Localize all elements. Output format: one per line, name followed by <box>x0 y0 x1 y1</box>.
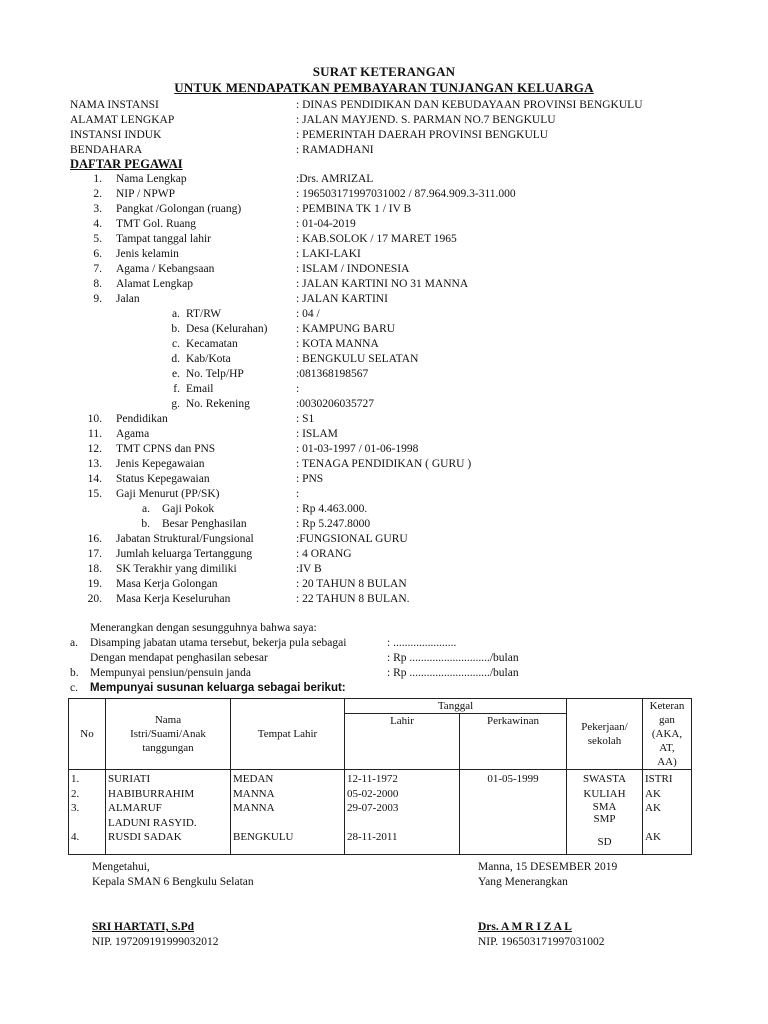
declaration-letter-b: b. <box>70 667 79 679</box>
field-label: Pendidikan <box>116 413 168 425</box>
declaration-a-value: : ...................... <box>387 637 457 649</box>
signature-right-line2: Yang Menerangkan <box>478 876 568 888</box>
field-value: : S1 <box>296 413 315 425</box>
field-value: : 01-03-1997 / 01-06-1998 <box>296 443 419 455</box>
header-tanggal: Tanggal <box>345 699 567 714</box>
subfield-value: : KOTA MANNA <box>296 338 379 350</box>
cell-birth: 29-07-2003 <box>347 802 399 814</box>
field-label: Masa Kerja Golongan <box>116 578 218 590</box>
cell-place: MANNA <box>233 802 275 814</box>
declaration-a-text: Disamping jabatan utama tersebut, bekerja pula sebagai <box>90 637 347 649</box>
salary-label: Besar Penghasilan <box>162 518 247 530</box>
cell-note: ISTRI <box>645 773 673 785</box>
cell-name: RUSDI SADAK <box>108 831 182 843</box>
header-pekerjaan-line: sekolah <box>587 735 622 747</box>
col-pekerjaan <box>567 770 643 855</box>
header-value-induk: : PEMERINTAH DAERAH PROVINSI BENGKULU <box>296 129 549 141</box>
cell-birth: 28-11-2011 <box>347 831 398 843</box>
field-label: TMT Gol. Ruang <box>116 218 196 230</box>
field-number: 11. <box>88 428 102 440</box>
field-label: TMT CPNS dan PNS <box>116 443 216 455</box>
field-label: Alamat Lengkap <box>116 278 193 290</box>
header-keterangan-line: (AKA, <box>651 728 683 740</box>
field-label: Jenis kelamin <box>116 248 179 260</box>
cell-job: SD <box>597 836 612 848</box>
header-keterangan-line: AA) <box>657 756 677 768</box>
field-label: Jalan <box>116 293 140 305</box>
cell-name: SURIATI <box>108 773 151 785</box>
field-number: 12. <box>87 443 102 455</box>
subfield-letter: d. <box>171 353 180 365</box>
field-value: :FUNGSIONAL GURU <box>296 533 408 545</box>
field-value: :IV B <box>296 563 322 575</box>
table-row <box>69 770 692 855</box>
header-nama-line: Istri/Suami/Anak <box>130 728 206 740</box>
subfield-letter: c. <box>172 338 180 350</box>
col-perkawinan <box>460 770 567 855</box>
cell-no: 4. <box>71 831 80 843</box>
header-lahir: Lahir <box>345 714 460 770</box>
cell-place: MEDAN <box>233 773 274 785</box>
declaration-intro: Menerangkan dengan sesungguhnya bahwa saya: <box>90 622 317 634</box>
declaration-a2-text: Dengan mendapat penghasilan sebesar <box>90 652 268 664</box>
subfield-label: RT/RW <box>186 308 222 320</box>
signature-right-nip: NIP. 196503171997031002 <box>478 936 605 948</box>
field-value: : JALAN KARTINI <box>296 293 388 305</box>
salary-label: Gaji Pokok <box>162 503 215 515</box>
field-number: 18. <box>87 563 102 575</box>
field-number: 3. <box>93 203 102 215</box>
signature-right-line1: Manna, 15 DESEMBER 2019 <box>478 861 618 873</box>
field-value: : JALAN KARTINI NO 31 MANNA <box>296 278 469 290</box>
header-nama-line: tanggungan <box>142 742 194 754</box>
field-value: : PEMBINA TK 1 / IV B <box>296 203 412 215</box>
salary-value: : Rp 5.247.8000 <box>296 518 371 530</box>
field-value: : 22 TAHUN 8 BULAN. <box>296 593 410 605</box>
header-label-bendahara: BENDAHARA <box>70 144 143 156</box>
cell-name: ALMARUF <box>108 802 162 814</box>
subfield-label: No. Rekening <box>186 398 250 410</box>
header-keterangan-line: gan <box>659 714 675 726</box>
field-number: 7. <box>93 263 102 275</box>
section-title: DAFTAR PEGAWAI <box>70 157 183 171</box>
cell-job: KULIAH <box>583 787 626 800</box>
cell-place: BENGKULU <box>233 831 294 843</box>
signature-left-line1: Mengetahui, <box>92 861 150 873</box>
header-perkawinan: Perkawinan <box>460 714 567 770</box>
field-value: : LAKI-LAKI <box>296 248 361 260</box>
declaration-letter-c: c. <box>70 682 78 694</box>
header-value-alamat: : JALAN MAYJEND. S. PARMAN NO.7 BENGKULU <box>296 114 556 126</box>
field-value: : TENAGA PENDIDIKAN ( GURU ) <box>296 458 472 470</box>
signature-left-nip: NIP. 197209191999032012 <box>92 936 219 948</box>
subfield-letter: a. <box>172 308 180 320</box>
header-pekerjaan-line: Pekerjaan/ <box>581 721 628 733</box>
field-label: Jabatan Struktural/Fungsional <box>116 533 254 545</box>
subfield-value: : 04 / <box>296 308 320 320</box>
signature-left-line2: Kepala SMAN 6 Bengkulu Selatan <box>92 876 254 888</box>
subfield-letter: f. <box>173 383 180 395</box>
document-title: SURAT KETERANGAN <box>312 64 456 79</box>
field-number: 8. <box>93 278 102 290</box>
cell-note: AK <box>645 787 661 800</box>
subfield-label: Kab/Kota <box>186 353 231 365</box>
field-number: 19. <box>87 578 102 590</box>
cell-no: 2. <box>71 787 80 800</box>
header-value-instansi: : DINAS PENDIDIKAN DAN KEBUDAYAAN PROVINSI BENGKULU <box>296 99 643 111</box>
subfield-value: :0030206035727 <box>296 398 374 410</box>
field-label: SK Terakhir yang dimiliki <box>116 563 237 575</box>
subfield-label: Email <box>186 383 214 395</box>
field-value: :Drs. AMRIZAL <box>296 173 374 185</box>
field-number: 6. <box>93 248 102 260</box>
field-label: Jenis Kepegawaian <box>116 458 205 470</box>
header-keterangan-line: AT, <box>659 742 675 754</box>
field-number: 5. <box>93 233 102 245</box>
field-label: Gaji Menurut (PP/SK) <box>116 488 220 500</box>
subfield-label: Desa (Kelurahan) <box>186 323 268 335</box>
cell-place <box>233 816 342 831</box>
family-table <box>68 698 692 855</box>
cell-note: AK <box>645 802 661 814</box>
field-label: Agama <box>116 428 150 440</box>
header-label-induk: INSTANSI INDUK <box>70 129 162 141</box>
cell-job: SMA <box>592 801 617 813</box>
subfield-label: No. Telp/HP <box>186 368 244 380</box>
cell-job <box>569 825 640 835</box>
cell-birth <box>347 816 457 831</box>
col-lahir <box>345 770 460 855</box>
field-value: : PNS <box>296 473 324 485</box>
field-label: Nama Lengkap <box>116 173 187 185</box>
field-number: 16. <box>87 533 102 545</box>
cell-note: AK <box>645 831 661 843</box>
field-number: 9. <box>93 293 102 305</box>
declaration-a2-value: : Rp ............................/bulan <box>387 652 519 664</box>
field-value: : 4 ORANG <box>296 548 352 560</box>
salary-letter: b. <box>141 518 150 530</box>
subfield-letter: b. <box>171 323 180 335</box>
cell-place: MANNA <box>233 787 275 800</box>
field-number: 2. <box>93 188 102 200</box>
cell-note <box>645 816 689 831</box>
field-label: Status Kepegawaian <box>116 473 210 485</box>
field-number: 10. <box>87 413 102 425</box>
field-number: 20. <box>87 593 102 605</box>
cell-no: 3. <box>71 802 80 814</box>
cell-no <box>71 816 103 831</box>
col-nama <box>106 770 231 855</box>
col-tempat-lahir <box>231 770 345 855</box>
field-number: 14. <box>87 473 102 485</box>
field-label: Masa Kerja Keseluruhan <box>116 593 231 605</box>
header-keterangan <box>643 699 692 770</box>
field-value: : KAB.SOLOK / 17 MARET 1965 <box>296 233 457 245</box>
header-pekerjaan <box>567 699 643 770</box>
field-value: : ISLAM <box>296 428 338 440</box>
header-label-alamat: ALAMAT LENGKAP <box>70 114 175 126</box>
field-label: Tampat tanggal lahir <box>116 233 211 245</box>
cell-birth: 05-02-2000 <box>347 787 399 800</box>
cell-name: HABIBURRAHIM <box>108 787 195 800</box>
field-value: : ISLAM / INDONESIA <box>296 263 410 275</box>
subfield-value: : BENGKULU SELATAN <box>296 353 419 365</box>
salary-letter: a. <box>142 503 150 515</box>
header-nama-line: Nama <box>154 714 182 726</box>
header-keterangan-line: Keteran <box>649 700 685 712</box>
declaration-c-text: Mempunyai susunan keluarga sebagai berikut: <box>90 682 346 694</box>
col-no <box>69 770 106 855</box>
field-number: 13. <box>87 458 102 470</box>
subfield-letter: e. <box>172 368 180 380</box>
field-number: 4. <box>93 218 102 230</box>
signature-left-name: SRI HARTATI, S.Pd <box>92 921 195 933</box>
field-label: Jumlah keluarga Tertanggung <box>116 548 253 560</box>
subfield-label: Kecamatan <box>186 338 238 350</box>
subfield-value: : <box>296 383 300 395</box>
field-label: NIP / NPWP <box>116 188 175 200</box>
header-tempat-lahir: Tempat Lahir <box>231 699 345 770</box>
cell-birth: 12-11-1972 <box>347 773 398 785</box>
header-no: No <box>69 699 106 770</box>
field-value: : <box>296 488 300 500</box>
field-label: Agama / Kebangsaan <box>116 263 215 275</box>
col-keterangan <box>643 770 692 855</box>
header-value-bendahara: : RAMADHANI <box>296 144 374 156</box>
field-value: : 196503171997031002 / 87.964.909.3-311.000 <box>296 188 516 200</box>
subfield-letter: g. <box>171 398 180 410</box>
document-subtitle: UNTUK MENDAPATKAN PEMBAYARAN TUNJANGAN KELUARGA <box>174 80 594 95</box>
field-number: 1. <box>93 173 102 185</box>
field-number: 17. <box>87 548 102 560</box>
subfield-value: :081368198567 <box>296 368 369 380</box>
field-label: Pangkat /Golongan (ruang) <box>116 203 242 215</box>
header-nama <box>106 699 231 770</box>
field-value: : 20 TAHUN 8 BULAN <box>296 578 407 590</box>
header-label-instansi: NAMA INSTANSI <box>70 99 159 111</box>
cell-no: 1. <box>71 773 80 785</box>
declaration-b-value: : Rp ............................/bulan <box>387 667 519 679</box>
cell-job: SWASTA <box>582 773 627 785</box>
field-number: 15. <box>87 488 102 500</box>
field-value: : 01-04-2019 <box>296 218 356 230</box>
salary-value: : Rp 4.463.000. <box>296 503 368 515</box>
cell-marriage: 01-05-1999 <box>487 773 539 785</box>
cell-job: SMP <box>593 813 616 825</box>
cell-name: LADUNI RASYID. <box>108 816 197 829</box>
declaration-letter-a: a. <box>70 637 78 649</box>
signature-right-name: Drs. A M R I Z A L <box>478 921 572 933</box>
declaration-b-text: Mempunyai pensiun/pensuin janda <box>90 667 251 679</box>
subfield-value: : KAMPUNG BARU <box>296 323 396 335</box>
